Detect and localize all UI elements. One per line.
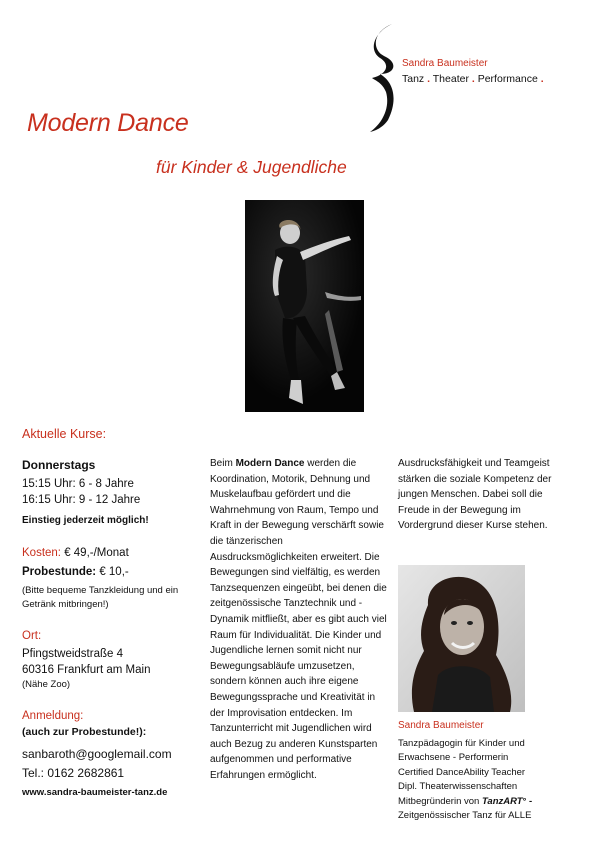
- course-info-column: [22, 426, 200, 801]
- courses-heading: Aktuelle Kurse:: [22, 427, 107, 441]
- teacher-founder-pre: Mitbegründerin von: [398, 795, 482, 807]
- location-note: (Nähe Zoo): [22, 679, 71, 690]
- brand-dot: .: [540, 73, 544, 85]
- course-day: Donnerstags: [22, 458, 96, 472]
- brand-dot: .: [427, 73, 431, 85]
- costs-value: € 49,-/Monat: [61, 547, 129, 559]
- costs-hint: (Bitte bequeme Tanzkleidung und ein Getränk mitbringen!): [22, 585, 179, 610]
- teacher-photo: [398, 565, 525, 712]
- phone-number[interactable]: Tel.: 0162 2682861: [22, 766, 125, 780]
- costs-label: Kosten:: [22, 547, 61, 559]
- brand-tagline: [402, 73, 544, 85]
- brand-name: Sandra Baumeister: [402, 58, 488, 69]
- teacher-degree: Dipl. Theaterwissenschaften: [398, 781, 518, 792]
- description-body: werden die Koordination, Motorik, Dehnung und Muskelaufbau gefördert und die Wahrnehmung von Raum, Tempo und Kraft in der Bewegung verschärft sowie die tänzerischen Ausdrucksmöglichkeiten erweitert. Die Bewegungen sind vielfältig, es werden Tanzsequenzen eingeübt, bei denen die zeitgenössische Tanztechnik und -Dynamik mitfließt, aber es gibt auch viel Raum für Individualität. Die Kinder und Jugendliche lernen somit nicht nur Bewegungsabläufe umzusetzen, sondern können auch ihre eigene Bewegungssprache und Kreativität in der Improvisation entdecken. Im Tanzunterricht mit Jugendlichen wird auch Bezug zu anderen Kunstsparten aufgenommen und performative Erfahrungen ermöglicht.: [210, 458, 387, 781]
- right-text-column: [398, 456, 568, 534]
- teacher-name: Sandra Baumeister: [398, 720, 484, 731]
- dancer-photo: [245, 200, 364, 412]
- teacher-tagline: Zeitgenössischer Tanz für ALLE: [398, 810, 532, 821]
- location-label: Ort:: [22, 630, 42, 642]
- brand-dot: .: [471, 73, 475, 85]
- brand-tagline-part: Theater: [432, 73, 469, 85]
- description-intro: Beim: [210, 458, 236, 469]
- teacher-cert: Certified DanceAbility Teacher: [398, 766, 526, 778]
- costs-line: [22, 545, 200, 561]
- location-city: 60316 Frankfurt am Main: [22, 664, 151, 676]
- page-subtitle: für Kinder & Jugendliche: [156, 157, 347, 177]
- location-street: Pfingstweidstraße 4: [22, 648, 123, 660]
- registration-label: Anmeldung:: [22, 710, 84, 722]
- tanzart-label: TanzART: [481, 795, 523, 807]
- brand-tagline-part: Tanz: [402, 73, 425, 85]
- teacher-info: [398, 719, 568, 824]
- teacher-founder: [398, 795, 568, 810]
- description-column: [210, 456, 388, 783]
- course-note: Einstieg jederzeit möglich!: [22, 515, 149, 526]
- description-highlight: Modern Dance: [235, 458, 305, 469]
- course-slot: 15:15 Uhr: 6 - 8 Jahre: [22, 478, 134, 490]
- page-title: Modern Dance: [27, 109, 189, 137]
- trial-value: € 10,-: [96, 566, 129, 578]
- brand-tagline-part: Performance: [477, 73, 538, 85]
- email-link[interactable]: sanbaroth@googlemail.com: [22, 747, 172, 761]
- registration-note: (auch zur Probestunde!):: [22, 726, 147, 738]
- teacher-founder-post: ° -: [522, 795, 533, 807]
- right-text: Ausdrucksfähigkeit und Teamgeist stärken die soziale Kompetenz der jungen Menschen. Dabei soll die Freude in der Bewegung im Vordergrund dieser Kurse stehen.: [398, 458, 552, 532]
- trial-line: [22, 564, 200, 580]
- trial-label: Probestunde:: [22, 566, 97, 578]
- website-link[interactable]: www.sandra-baumeister-tanz.de: [22, 787, 168, 798]
- teacher-role: Tanzpädagogin für Kinder und Erwachsene - Performerin: [398, 737, 525, 763]
- course-slot: 16:15 Uhr: 9 - 12 Jahre: [22, 494, 141, 506]
